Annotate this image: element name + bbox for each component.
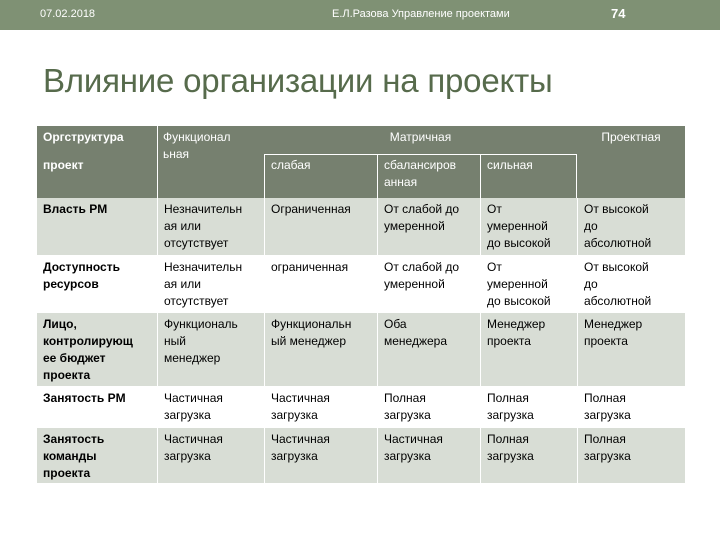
table-cell: От высокой до абсолютной: [577, 256, 685, 313]
row-label: Власть PM: [37, 198, 157, 256]
table-cell: Полная загрузка: [577, 387, 685, 428]
row-label: Доступность ресурсов: [37, 256, 157, 313]
table-cell: От умеренной до высокой: [480, 256, 577, 313]
header-functional: Функционал ьная: [163, 130, 231, 161]
table-cell: Ограниченная: [264, 198, 377, 256]
slide-author-course: Е.Л.Разова Управление проектами: [332, 8, 510, 20]
table-cell: Полная загрузка: [577, 428, 685, 484]
row-label: Занятость команды проекта: [37, 428, 157, 484]
table-cell: Частичная загрузка: [157, 387, 264, 428]
table-cell: От высокой до абсолютной: [577, 198, 685, 256]
table-cell: Частичная загрузка: [264, 387, 377, 428]
table-cell: Менеджер проекта: [480, 313, 577, 387]
table-cell: Частичная загрузка: [264, 428, 377, 484]
table-cell: Оба менеджера: [377, 313, 480, 387]
header-weak: слабая: [264, 154, 377, 198]
header-column-divider: [157, 126, 158, 198]
table-cell: Частичная загрузка: [157, 428, 264, 484]
header-project: проект: [43, 158, 84, 172]
table-cell: Незначительн ая или отсутствует: [157, 256, 264, 313]
table-cell: Полная загрузка: [377, 387, 480, 428]
table-cell: От умеренной до высокой: [480, 198, 577, 256]
table-cell: От слабой до умеренной: [377, 198, 480, 256]
header-balanced: сбалансиров анная: [377, 154, 480, 198]
table-cell: Полная загрузка: [480, 428, 577, 484]
table-cell: Менеджер проекта: [577, 313, 685, 387]
header-matrix: Матричная: [389, 130, 452, 144]
table-cell: ограниченная: [264, 256, 377, 313]
header-org-structure: Оргструктура: [43, 130, 124, 144]
slide-title: Влияние организации на проекты: [43, 62, 553, 99]
table-cell: Полная загрузка: [480, 387, 577, 428]
slide-header-bar: [0, 0, 720, 30]
header-strong: сильная: [480, 154, 577, 198]
row-label: Занятость PM: [37, 387, 157, 428]
row-label: Лицо, контролирующ ее бюджет проекта: [37, 313, 157, 387]
slide-page-number: 74: [611, 6, 626, 21]
table-cell: Частичная загрузка: [377, 428, 480, 484]
slide-date: 07.02.2018: [40, 8, 96, 20]
header-projective: Проектная: [601, 130, 661, 144]
table-cell: От слабой до умеренной: [377, 256, 480, 313]
table-cell: Функциональн ый менеджер: [264, 313, 377, 387]
table-cell: Функциональ ный менеджер: [157, 313, 264, 387]
matrix-subheader-divider: [264, 154, 577, 155]
table-cell: Незначительн ая или отсутствует: [157, 198, 264, 256]
